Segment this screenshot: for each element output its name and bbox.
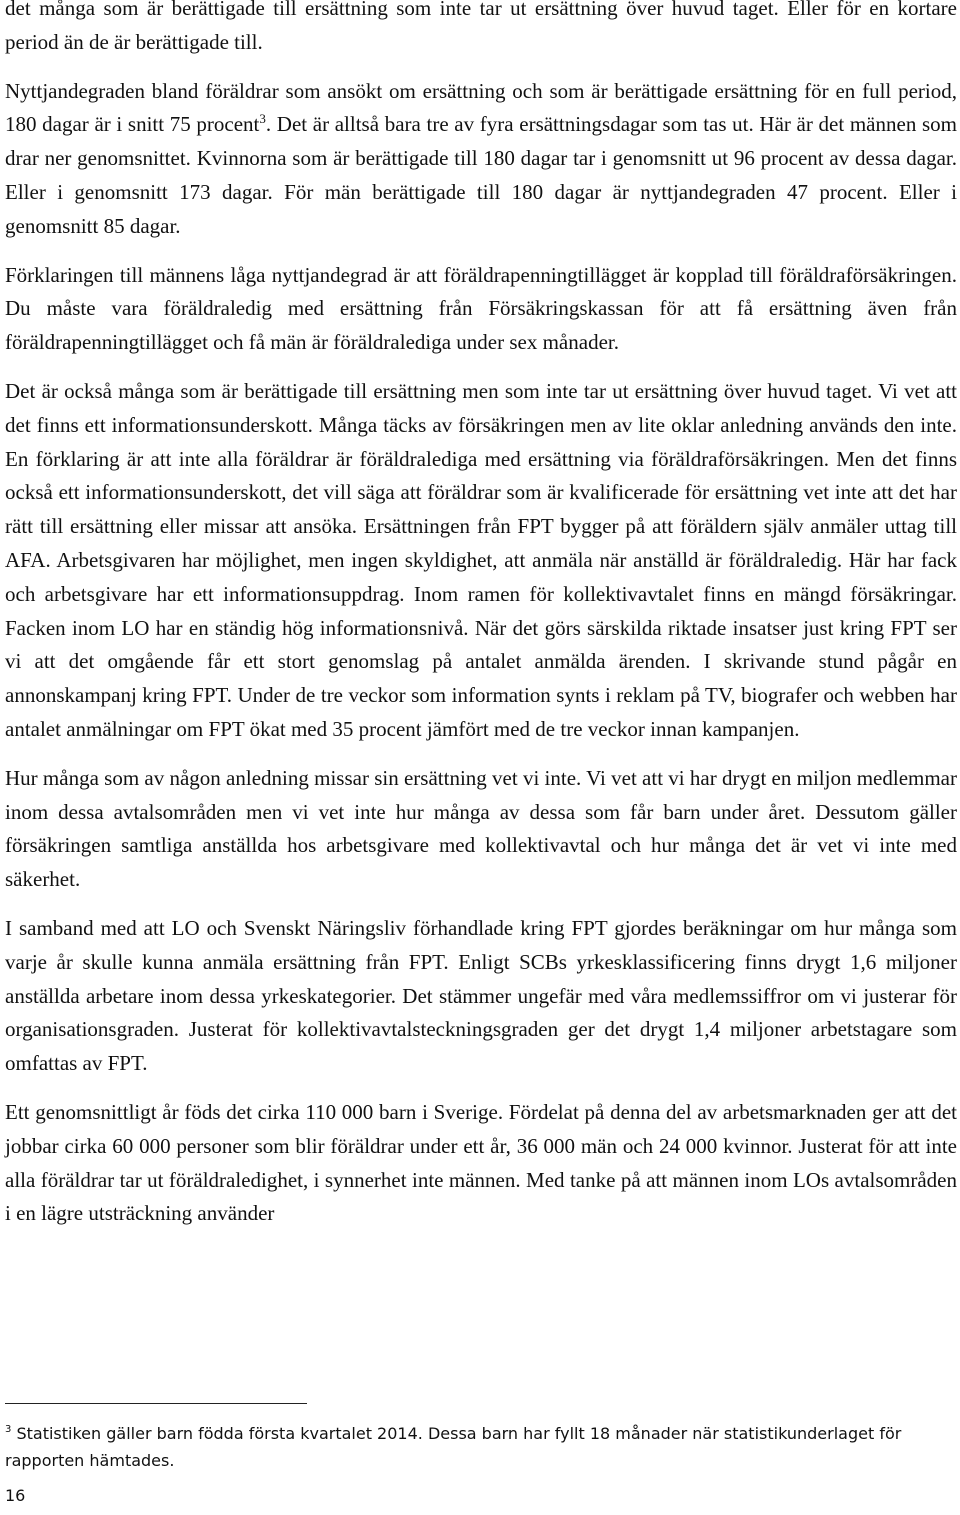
document-body — [5, 0, 957, 1231]
paragraph-text: . Det är alltså bara tre av fyra ersättningsdagar som tas ut. Här är det männen som drar ner genomsnittet. Kvinnorna som är berättigade till 180 dagar tar i genomsnitt ut 96 procent av dessa dagar. Eller i genomsnitt 173 dagar. För män berättigade till 180 dagar är nyttjandegraden 47 procent. Eller i genomsnitt 85 dagar. — [5, 112, 957, 238]
page-number: 16 — [5, 1486, 26, 1505]
paragraph-forklaring: Förklaringen till männens låga nyttjandegrad är att föräldrapenningtillägget är kopplad till föräldraförsäkringen. Du måste vara föräldraledig med ersättning från Försäkringskassan för att få ersättning även från föräldrapenningtillägget och få män är föräldralediga under sex månader. — [5, 262, 957, 355]
paragraph-nyttjandegrad — [5, 75, 957, 244]
paragraph-fodda-barn: Ett genomsnittligt år föds det cirka 110 000 barn i Sverige. Fördelat på denna del av arbetsmarknaden ger att det jobbar cirka 60 000 personer som blir föräldrar under ett år, 36 000 män och 24 000 kvinnor. Justerat för att inte alla föräldrar tar ut föräldraledighet, i synnerhet inte männen. Med tanke på att männen inom LOs avtalsområden i en lägre utsträckning använder — [5, 1099, 957, 1226]
paragraph-berakningar: I samband med att LO och Svenskt Näringsliv förhandlade kring FPT gjordes beräkningar om hur många som varje år skulle kunna anmäla ersättning från FPT. Enligt SCBs yrkesklassificering finns drygt 1,6 miljoner anställda arbetare inom dessa yrkeskategorier. Det stämmer ungefär med våra medlemssiffror om vi justerar för organisationsgraden. Justerat för kollektivavtalsteckningsgraden ger det drygt 1,4 miljoner arbetstagare som omfattas av FPT. — [5, 915, 957, 1076]
paragraph-continuation: det många som är berättigade till ersättning som inte tar ut ersättning över huvud taget. Eller för en kortare period än de är berättigade till. — [5, 0, 957, 54]
footnote — [5, 1420, 955, 1474]
footnote-separator — [5, 1403, 307, 1404]
footnote-marker: 3 — [5, 1424, 12, 1435]
footnote-text: Statistiken gäller barn födda första kvartalet 2014. Dessa barn har fyllt 18 månader när statistikunderlaget för rapporten hämtades. — [5, 1424, 902, 1470]
footnote-reference[interactable]: 3 — [259, 111, 266, 127]
paragraph-text: Nyttjandegraden bland föräldrar som ansökt om ersättning och som är berättigade ersättning för en full period, 180 dagar är i snitt 75 procent — [5, 78, 957, 137]
paragraph-missad-ersattning: Hur många som av någon anledning missar sin ersättning vet vi inte. Vi vet att vi har drygt en miljon medlemmar inom dessa avtalsområden men vi vet inte hur många av dessa som får barn under året. Dessutom gäller försäkringen samtliga anställda hos arbetsgivare med kollektivavtal och hur många det är vet vi inte med säkerhet. — [5, 765, 957, 892]
paragraph-informationsunderskott: Det är också många som är berättigade till ersättning men som inte tar ut ersättning över huvud taget. Vi vet att det finns ett informationsunderskott. Många täcks av försäkringen men av lite oklar anledning används den inte. En förklaring är att inte alla föräldrar är föräldralediga med ersättning via föräldraförsäkringen. Men det finns också ett informationsunderskott, det vill säga att föräldrar som är kvalificerade för ersättning vet inte att det har rätt till ersättning eller missar att ansöka. Ersättningen från FPT bygger på att föräldern själv anmäler uttag till AFA. Arbetsgivaren har möjlighet, men ingen skyldighet, att anmäla när anställd är föräldraledig. Här har fack och arbetsgivare har ett informationsuppdrag. Inom ramen för kollektivavtalet finns en mängd försäkringar. Facken inom LO har en ständig hög informationsnivå. När det görs särskilda riktade insatser just kring FPT ser vi att det omgående får ett stort genomslag på antalet anmälda ärenden. I skrivande stund pågår en annonskampanj kring FPT. Under de tre veckor som information synts i reklam på TV, biografer och webben har antalet anmälningar om FPT ökat med 35 procent jämfört med de tre veckor innan kampanjen. — [5, 378, 957, 741]
